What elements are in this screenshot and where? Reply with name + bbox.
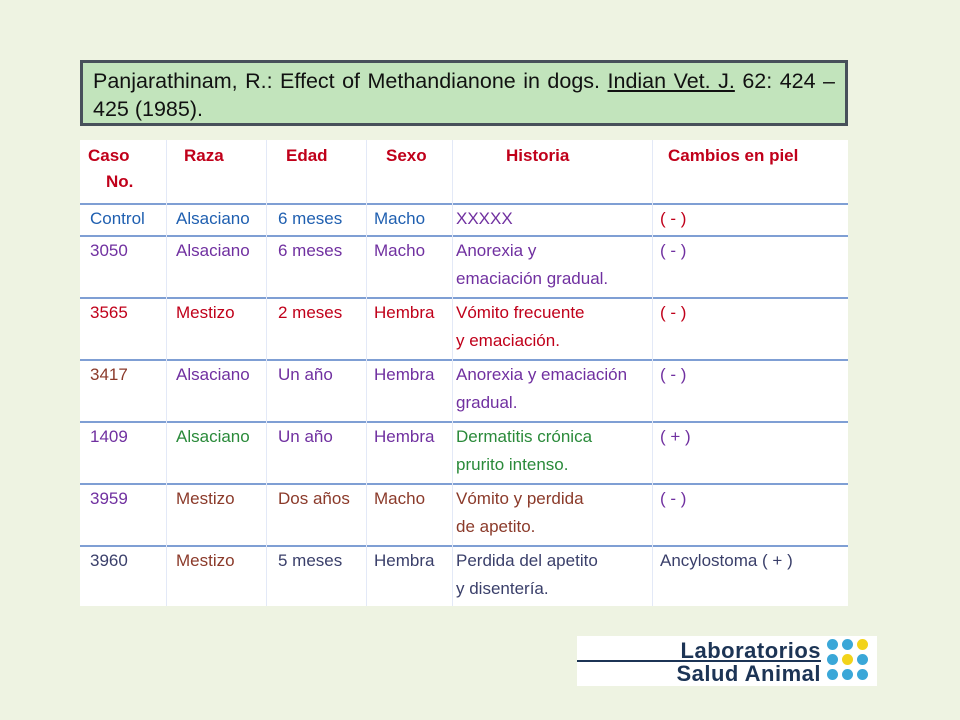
column-divider	[166, 140, 167, 606]
table-row	[80, 360, 848, 422]
header-caso: Caso	[88, 146, 130, 165]
logo-dot	[842, 669, 853, 680]
table-row	[80, 298, 848, 360]
column-divider	[452, 140, 453, 606]
cell-historia-line-1: Vómito y perdida	[456, 489, 584, 508]
row-divider	[80, 297, 848, 299]
cell-historia-line-2: emaciación gradual.	[456, 269, 609, 288]
header-raza: Raza	[184, 146, 224, 165]
cell-sexo: Hembra	[374, 427, 435, 446]
cell-raza: Mestizo	[176, 551, 235, 570]
logo-dot	[827, 639, 838, 650]
cell-sexo: Macho	[374, 489, 426, 508]
citation-journal: Indian Vet. J.	[607, 69, 735, 93]
cell-caso: 1409	[90, 427, 128, 446]
cell-historia-line-1: Anorexia y emaciación	[456, 365, 628, 384]
cell-cambios: ( + )	[660, 427, 691, 446]
cell-cambios: ( - )	[660, 209, 687, 228]
cell-sexo: Hembra	[374, 303, 435, 322]
cell-raza: Mestizo	[176, 489, 235, 508]
cell-caso: 3565	[90, 303, 128, 322]
row-divider	[80, 545, 848, 547]
cell-cambios: ( - )	[660, 303, 687, 322]
logo-dot	[857, 639, 868, 650]
cell-historia-line-1: XXXXX	[456, 209, 513, 228]
cell-edad: 6 meses	[278, 209, 343, 228]
logo-dot	[827, 654, 838, 665]
logo-dot	[857, 654, 868, 665]
cell-sexo: Macho	[374, 209, 426, 228]
table-row	[80, 422, 848, 484]
cell-cambios: ( - )	[660, 365, 687, 384]
cell-historia-line-2: prurito intenso.	[456, 455, 569, 474]
cell-caso: 3960	[90, 551, 128, 570]
column-divider	[266, 140, 267, 606]
cell-caso: Control	[90, 209, 145, 228]
cell-sexo: Hembra	[374, 551, 435, 570]
cell-edad: Dos años	[278, 489, 350, 508]
cell-historia-line-2: y emaciación.	[456, 331, 560, 350]
header-historia: Historia	[506, 146, 570, 165]
table-row	[80, 236, 848, 298]
header-cambios: Cambios en piel	[668, 146, 799, 165]
row-divider	[80, 421, 848, 423]
cell-raza: Alsaciano	[176, 427, 250, 446]
cell-raza: Mestizo	[176, 303, 235, 322]
cell-raza: Alsaciano	[176, 209, 250, 228]
cell-historia-line-1: Perdida del apetito	[456, 551, 598, 570]
row-divider	[80, 203, 848, 205]
row-divider	[80, 483, 848, 485]
logo-line-2: Salud Animal	[676, 661, 821, 686]
logo-dot	[842, 639, 853, 650]
cell-historia-line-1: Vómito frecuente	[456, 303, 585, 322]
table-header	[80, 140, 848, 204]
citation-volume-pages: 62: 424 – 425 (1985).	[93, 69, 835, 121]
table-row	[80, 484, 848, 546]
cell-cambios: Ancylostoma ( + )	[660, 551, 793, 570]
header-no: No.	[106, 172, 134, 191]
cell-cambios: ( - )	[660, 241, 687, 260]
cell-sexo: Hembra	[374, 365, 435, 384]
citation-box	[80, 60, 848, 126]
column-divider	[366, 140, 367, 606]
logo-dot	[857, 669, 868, 680]
cell-edad: Un año	[278, 427, 333, 446]
logo-dot	[842, 654, 853, 665]
cell-caso: 3050	[90, 241, 128, 260]
cell-historia-line-2: gradual.	[456, 393, 518, 412]
cell-edad: 6 meses	[278, 241, 343, 260]
cell-raza: Alsaciano	[176, 241, 250, 260]
cell-historia-line-1: Anorexia y	[456, 241, 537, 260]
cell-historia-line-2: y disentería.	[456, 579, 549, 598]
laboratorios-salud-animal-logo	[577, 636, 877, 686]
citation-authors-title: Panjarathinam, R.: Effect of Methandianone in dogs.	[93, 69, 608, 93]
cases-table	[80, 140, 848, 606]
cell-raza: Alsaciano	[176, 365, 250, 384]
header-sexo: Sexo	[386, 146, 427, 165]
cell-edad: 2 meses	[278, 303, 343, 322]
column-divider	[652, 140, 653, 606]
cell-sexo: Macho	[374, 241, 426, 260]
header-edad: Edad	[286, 146, 328, 165]
row-divider	[80, 359, 848, 361]
cell-cambios: ( - )	[660, 489, 687, 508]
cell-edad: Un año	[278, 365, 333, 384]
cell-historia-line-1: Dermatitis crónica	[456, 427, 593, 446]
table-row	[80, 546, 848, 606]
row-divider	[80, 235, 848, 237]
cell-caso: 3959	[90, 489, 128, 508]
logo-line-1: Laboratorios	[680, 638, 821, 663]
table-row	[80, 204, 848, 236]
cell-caso: 3417	[90, 365, 128, 384]
cell-historia-line-2: de apetito.	[456, 517, 536, 536]
cell-edad: 5 meses	[278, 551, 343, 570]
logo-dot	[827, 669, 838, 680]
